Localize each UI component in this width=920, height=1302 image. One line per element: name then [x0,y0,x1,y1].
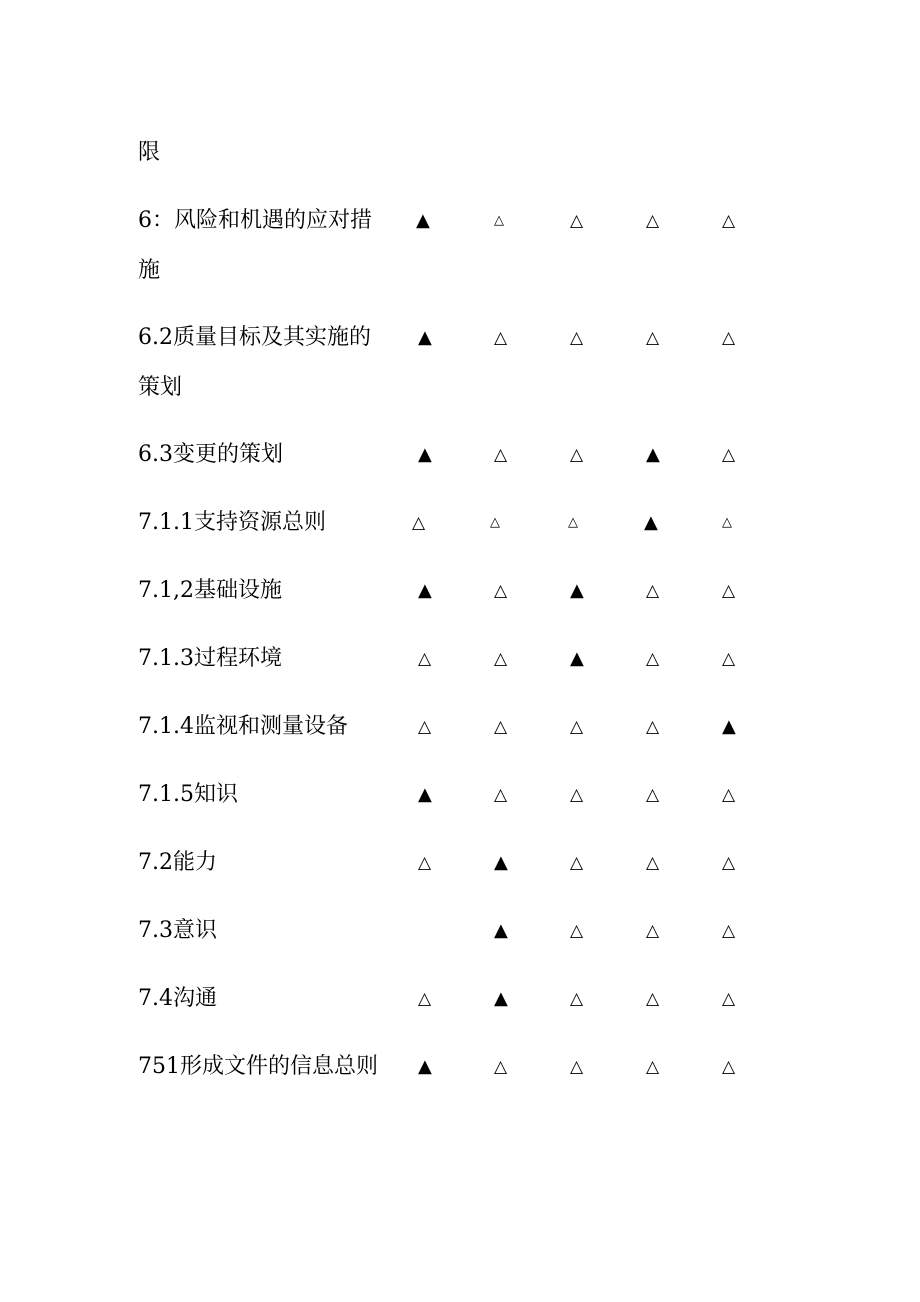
filled-triangle-mark: ▲ [494,852,508,873]
clause-label: 7.1.3过程环境 [138,646,282,671]
hollow-triangle-mark: △ [646,211,660,231]
hollow-triangle-mark: △ [570,445,584,465]
hollow-triangle-mark: △ [722,211,736,231]
filled-triangle-mark: ▲ [570,648,584,669]
matrix-row [138,838,798,906]
hollow-triangle-mark: △ [494,1057,508,1077]
mark-group [386,634,798,684]
hollow-triangle-mark: △ [646,989,660,1009]
clause-label: 6.3变更的策划 [138,442,283,467]
mark-group [386,906,798,956]
matrix-row [138,498,798,566]
matrix-row [138,906,798,974]
hollow-triangle-mark: △ [722,853,736,873]
clause-label: 7.3意识 [138,918,217,943]
hollow-triangle-mark: △ [568,515,578,530]
filled-triangle-mark: ▲ [646,444,660,465]
mark-group [386,1042,798,1092]
clause-label: 7.4沟通 [138,986,217,1011]
matrix-row [138,770,798,838]
hollow-triangle-mark: △ [722,445,736,465]
hollow-triangle-mark: △ [494,445,508,465]
hollow-triangle-mark: △ [646,921,660,941]
hollow-triangle-mark: △ [570,853,584,873]
hollow-triangle-mark: △ [418,649,432,669]
filled-triangle-mark: ▲ [494,920,508,941]
mark-group [386,430,798,480]
filled-triangle-mark: ▲ [418,1056,432,1077]
clause-label: 751形成文件的信息总则 [138,1054,378,1079]
clause-label: 7.1.1支持资源总则 [138,510,326,535]
mark-group [386,974,798,1024]
hollow-triangle-mark: △ [494,328,508,348]
hollow-triangle-mark: △ [722,921,736,941]
hollow-triangle-mark: △ [646,1057,660,1077]
mark-group [386,566,798,616]
mark-group [386,838,798,888]
hollow-triangle-mark: △ [494,581,508,601]
hollow-triangle-mark: △ [646,581,660,601]
filled-triangle-mark: ▲ [418,327,432,348]
mark-group [380,498,798,548]
hollow-triangle-mark: △ [722,785,736,805]
hollow-triangle-mark: △ [412,513,426,533]
hollow-triangle-mark: △ [646,649,660,669]
mark-group [386,702,798,752]
mark-group [386,313,798,363]
hollow-triangle-mark: △ [570,717,584,737]
hollow-triangle-mark: △ [646,853,660,873]
filled-triangle-mark: ▲ [418,580,432,601]
empty-mark [418,906,494,956]
hollow-triangle-mark: △ [722,581,736,601]
hollow-triangle-mark: △ [646,717,660,737]
filled-triangle-mark: ▲ [722,716,736,737]
matrix-row [138,702,798,770]
hollow-triangle-mark: △ [494,717,508,737]
hollow-triangle-mark: △ [722,328,736,348]
hollow-triangle-mark: △ [570,211,584,231]
matrix-row [138,313,798,430]
filled-triangle-mark: ▲ [644,512,658,533]
clause-label: 7.1,2基础设施 [138,578,282,603]
hollow-triangle-mark: △ [570,785,584,805]
matrix-row [138,430,798,498]
hollow-triangle-mark: △ [722,989,736,1009]
hollow-triangle-mark: △ [490,515,500,530]
hollow-triangle-mark: △ [570,989,584,1009]
clause-label: 6：风险和机遇的应对措施 [138,208,372,283]
filled-triangle-mark: ▲ [570,580,584,601]
hollow-triangle-mark: △ [570,328,584,348]
matrix-row [138,634,798,702]
filled-triangle-mark: ▲ [416,210,430,231]
mark-group [386,770,798,820]
matrix-row [138,974,798,1042]
hollow-triangle-mark: △ [722,1057,736,1077]
clause-label: 7.1.5知识 [138,782,238,807]
hollow-triangle-mark: △ [418,853,432,873]
hollow-triangle-mark: △ [494,785,508,805]
filled-triangle-mark: ▲ [418,784,432,805]
filled-triangle-mark: ▲ [494,988,508,1009]
hollow-triangle-mark: △ [722,515,732,530]
mark-group [384,196,798,246]
hollow-triangle-mark: △ [418,717,432,737]
responsibility-matrix [138,196,798,1159]
matrix-row [138,566,798,634]
matrix-row [138,1042,798,1159]
hollow-triangle-mark: △ [570,921,584,941]
filled-triangle-mark: ▲ [418,444,432,465]
hollow-triangle-mark: △ [646,785,660,805]
clause-label: 6.2质量目标及其实施的策划 [138,325,371,400]
hollow-triangle-mark: △ [494,649,508,669]
hollow-triangle-mark: △ [646,328,660,348]
matrix-row [138,196,798,313]
hollow-triangle-mark: △ [570,1057,584,1077]
hollow-triangle-mark: △ [722,649,736,669]
carry-over-text: 限 [138,140,161,165]
clause-label: 7.2能力 [138,850,217,875]
clause-label: 7.1.4监视和测量设备 [138,714,348,739]
hollow-triangle-mark: △ [494,213,504,228]
hollow-triangle-mark: △ [418,989,432,1009]
